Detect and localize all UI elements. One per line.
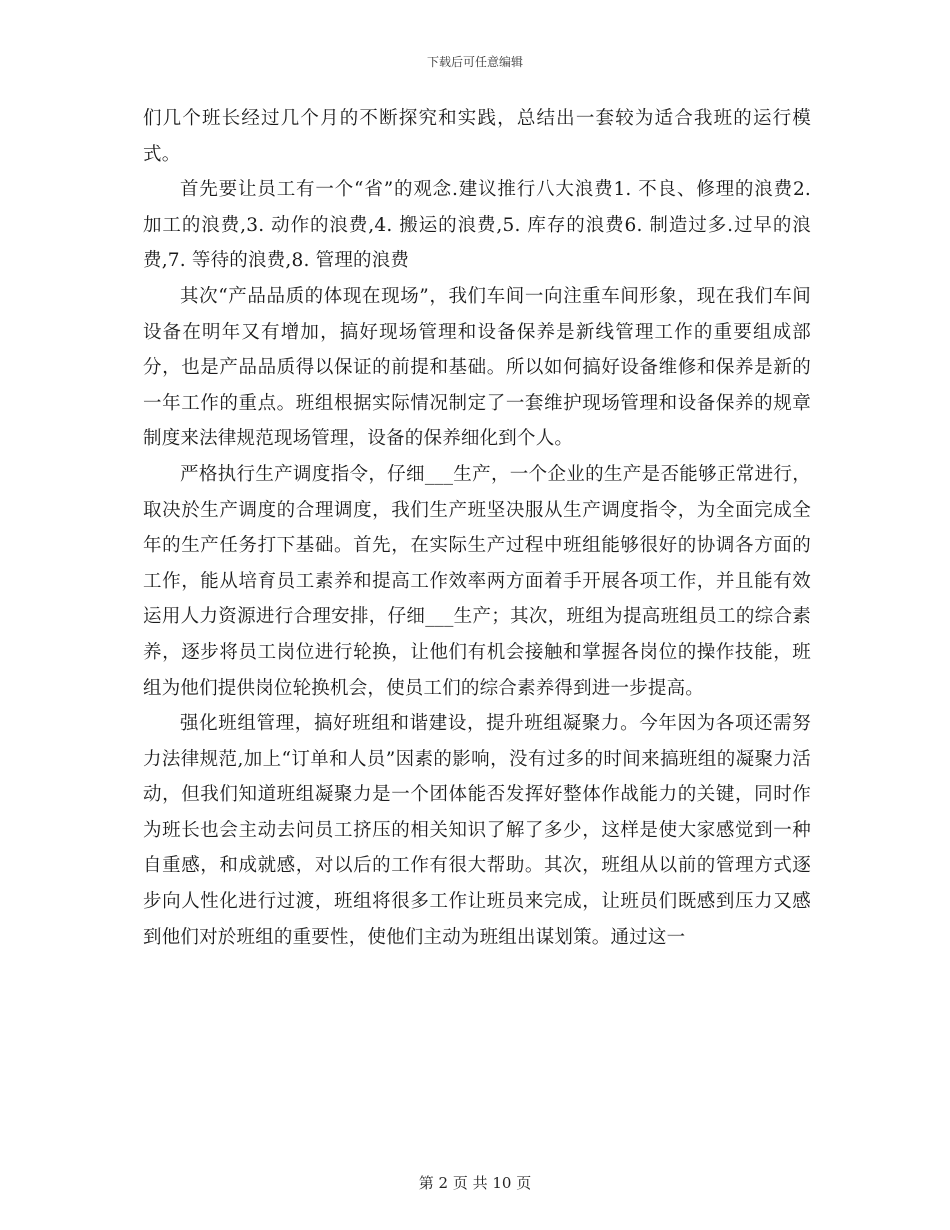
page-header: 下载后可任意编辑 <box>426 55 523 69</box>
document-body <box>143 101 811 955</box>
paragraph-2: 首先要让员工有一个“省”的观念.建议推行八大浪费1. 不良、修理的浪费2. 加工的浪费,3. 动作的浪费,4. 搬运的浪费,5. 库存的浪费6. 制造过多.过早的浪费,7. 等待的浪费,8. 管理的浪费 <box>143 179 811 272</box>
paragraph-5: 强化班组管理，搞好班组和谐建设，提升班组凝聚力。今年因为各项还需努力法律规范,加上“订单和人员”因素的影响，没有过多的时间来搞班组的凝聚力活动，但我们知道班组凝聚力是一个团体能否发挥好整体作战能力的关键，同时作为班长也会主动去问员工挤压的相关知识了解了多少，这样是使大家感觉到一种自重感，和成就感，对以后的工作有很大帮助。其次，班组从以前的管理方式逐步向人性化进行过渡，班组将很多工作让班员来完成，让班员们既感到压力又感到他们对於班组的重要性，使他们主动为班组出谋划策。通过这一 <box>143 713 811 948</box>
page-footer: 第 2 页 共 10 页 <box>418 1174 532 1192</box>
paragraph-4: 严格执行生产调度指令，仔细___生产，一个企业的生产是否能够正常进行，取决於生产调度的合理调度，我们生产班坚决服从生产调度指令，为全面完成全年的生产任务打下基础。首先，在实际生产过程中班组能够很好的协调各方面的工作，能从培育员工素养和提高工作效率两方面着手开展各项工作，并且能有效运用人力资源进行合理安排，仔细___生产；其次，班组为提高班组员工的综合素养，逐步将员工岗位进行轮换，让他们有机会接触和掌握各岗位的操作技能，班组为他们提供岗位轮换机会，使员工们的综合素养得到进一步提高。 <box>143 463 811 699</box>
paragraph-1: 们几个班长经过几个月的不断探究和实践，总结出一套较为适合我班的运行模式。 <box>143 108 811 165</box>
paragraph-3: 其次“产品品质的体现在现场”，我们车间一向注重车间形象，现在我们车间设备在明年又有增加，搞好现场管理和设备保养是新线管理工作的重要组成部分，也是产品品质得以保证的前提和基础。所以如何搞好设备维修和保养是新的一年工作的重点。班组根据实际情况制定了一套维护现场管理和设备保养的规章制度来法律规范现场管理，设备的保养细化到个人。 <box>143 285 811 450</box>
